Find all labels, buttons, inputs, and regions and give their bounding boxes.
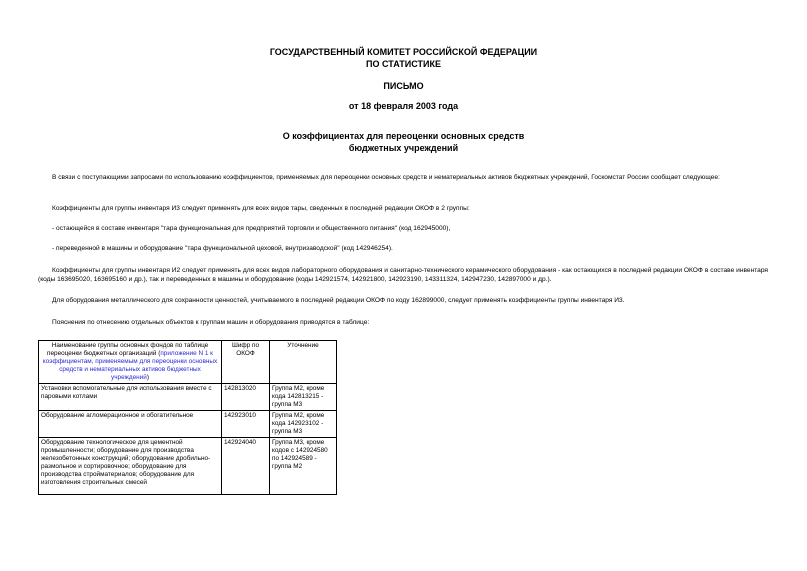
doc-type: ПИСЬМО <box>383 81 424 91</box>
table-row <box>39 384 337 411</box>
header-cell-code: Шифр по ОКОФ <box>222 341 270 384</box>
table-row <box>39 411 337 438</box>
paragraph-metal-equipment: Для оборудования металлического для сохранности ценностей, учитываемого в последней редакции ОКОФ по коду 162899000, следует применять коэффициенты группы инвентаря И3. <box>52 297 625 304</box>
cell-name: Оборудование технологическое для цементной промышленности; оборудование для производства железобетонных конструкций; оборудование дробильно-размольное и сортировочное; оборудование для производства стройматериалов; оборудование для изготовления строительных смесей <box>39 438 222 495</box>
doc-subject-line1: О коэффициентах для переоценки основных средств <box>282 131 525 141</box>
paragraph-i2: Коэффициенты для группы инвентаря И2 следует применять для всех видов лабораторного оборудования и санитарно-технического керамического оборудования - как остающихся в последней редакции ОКОФ в составе инвентаря (коды 163695020, 163695160 и др.), так и переведенных в машины и оборудование (коды 142921574, 142921800, 142923190, 143311324, 142947230, 142897000 и др.). <box>38 267 768 283</box>
classification-table <box>38 340 337 495</box>
table-header-row <box>39 341 337 384</box>
header-cell-note: Уточнение <box>270 341 337 384</box>
org-name-line2: ПО СТАТИСТИКЕ <box>366 59 441 69</box>
cell-name: Оборудование агломерационное и обогатительное <box>39 411 222 438</box>
cell-note: Группа М3, кроме кодов с 142924580 по 142924589 - группа М2 <box>270 438 337 495</box>
paragraph-i3: Коэффициенты для группы инвентаря И3 следует применять для всех видов тары, сведенных в последней редакции ОКОФ в 2 группы: <box>52 205 470 212</box>
table-row <box>39 438 337 495</box>
cell-note: Группа М2, кроме кода 142923102 - группа М3 <box>270 411 337 438</box>
doc-date: от 18 февраля 2003 года <box>348 101 459 111</box>
appendix-link[interactable]: приложение N 1 к коэффициентам, применяемым для переоценки основных средств и нематериальных активов бюджетных учреждений <box>42 350 218 381</box>
cell-name: Установки вспомогательные для использования вместе с паровыми котлами <box>39 384 222 411</box>
org-name-line1: ГОСУДАРСТВЕННЫЙ КОМИТЕТ РОССИЙСКОЙ ФЕДЕРАЦИИ <box>269 47 538 57</box>
paragraph-i3-item2: - переведенной в машины и оборудование "тара функциональной цеховой, внутризаводской" (код 142946254). <box>52 245 393 252</box>
cell-code: 142923010 <box>222 411 270 438</box>
paragraph-table-intro: Пояснения по отнесению отдельных объектов к группам машин и оборудования приводятся в таблице: <box>52 319 370 326</box>
paragraph-i3-item1: - остающейся в составе инвентаря "тара функциональная для предприятий торговли и общественного питания" (код 162945000), <box>52 225 451 232</box>
cell-note: Группа М2, кроме кода 142813215 - группа М3 <box>270 384 337 411</box>
cell-code: 142924040 <box>222 438 270 495</box>
cell-code: 142813020 <box>222 384 270 411</box>
header-group-close: ) <box>146 374 149 381</box>
header-cell-group-name <box>39 341 222 384</box>
doc-subject-line2: бюджетных учреждений <box>348 143 459 153</box>
paragraph-intro: В связи с поступающими запросами по использованию коэффициентов, применяемых для переоценки основных средств и нематериальных активов бюджетных учреждений, Госкомстат России сообщает следующее: <box>52 174 720 181</box>
header-group-text: Наименование группы основных фондов по таблице переоценки бюджетных организаций ( <box>47 342 209 357</box>
